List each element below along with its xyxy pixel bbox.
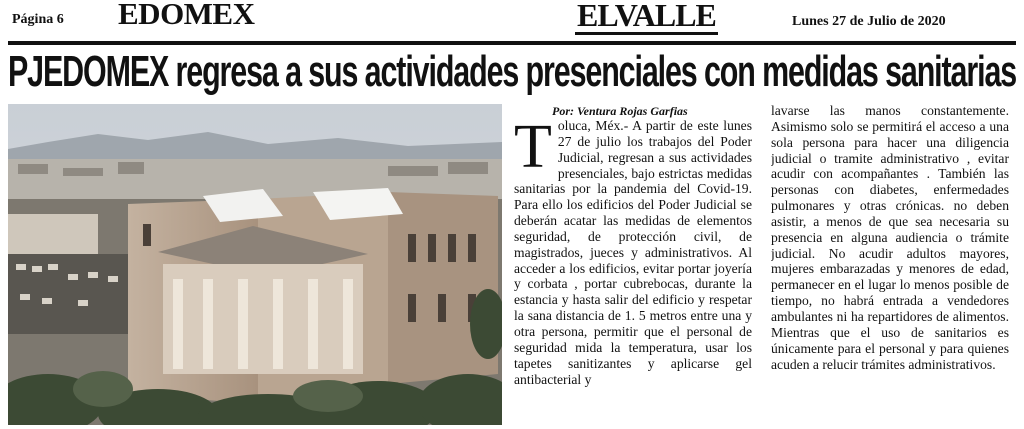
- article-column-1: [514, 118, 752, 428]
- article-headline: PJEDOMEX regresa a sus actividades presenciales con medidas sanitarias: [8, 47, 1017, 96]
- newspaper-logo: ELVALLE: [577, 0, 716, 33]
- article-byline: Por: Ventura Rojas Garfias: [552, 104, 688, 118]
- court-building-photo: [8, 104, 502, 425]
- drop-cap: T: [514, 118, 552, 181]
- column-2-text: lavarse las manos constantemente. Asimismo solo se permitirá el acceso a una sola persona para hacer una diligencia judicial o tramite administrativo , evitar acudir con acompañantes . También las personas con diabetes, enfermedades pulmonares y otras crónicas. no deben asistir, a menos de que sea necesaria su presencia en alguna audiencia o trámite judicial. No acudir adultos mayores, mujeres embarazadas y menores de edad, permanecer en el lugar lo menos posible de tiempo, no habrá entrada a vendedores ambulantes ni ha repartidores de alimentos. Mientras que el uso de sanitarios es únicamente para el personal y para quienes acuden a relucir trámites administrativos.: [771, 103, 1009, 372]
- section-title: EDOMEX: [118, 0, 255, 31]
- issue-date: Lunes 27 de Julio de 2020: [792, 14, 946, 29]
- article-photo: [8, 104, 502, 425]
- page-number: Página 6: [12, 12, 64, 27]
- column-1-text: oluca, Méx.- A partir de este lunes 27 de julio los trabajos del Poder Judicial, regresan a sus actividades presenciales, bajo estrictas medidas sanitarias por la pandemia del Covid-19. Para ello los edificios del Poder Judicial se deberán acatar las medidas de elementos seguridad, de protección civil, de magistrados, jueces y administrativos. Al acceder a los edificios, evitar portar joyería y corbata , portar cubrebocas, durante la estancia y hasta salir del edificio y respetar la sana distancia de 1. 5 metros entre una y otra persona, permitir que el personal de seguridad mida la temperatura, usar los tapetes sanitizantes y aplicarse gel antibacterial y: [514, 118, 752, 387]
- article-column-2: [771, 103, 1009, 429]
